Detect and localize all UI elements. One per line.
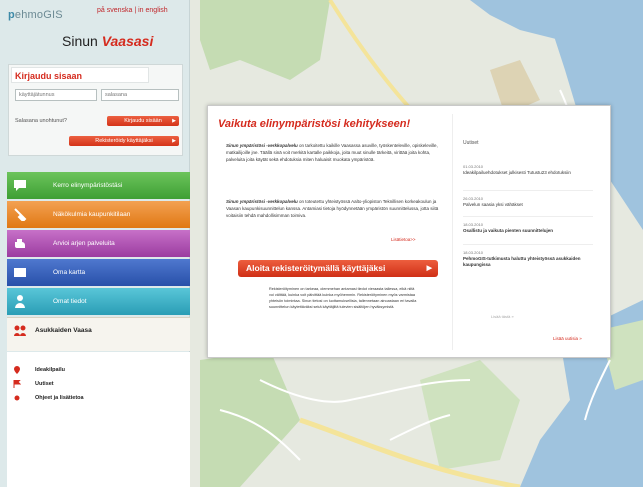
help-label: Ohjeet ja lisätietoa — [35, 395, 84, 401]
arrow-right-icon: ▶ — [172, 118, 176, 124]
idea-contest-link[interactable] — [7, 366, 190, 376]
news-scroll-hint[interactable]: Lisää tästä » — [491, 314, 514, 319]
map-icon — [13, 265, 27, 279]
login-button-label: Kirjaudu sisään — [124, 118, 162, 124]
registration-info: Rekisteröityminen on tarkeaa, olemmehan antamasi tiedot vieraasta tallessa, eikä niitä voi välttää, kuinka voit päivittää kuinka myöhemmin. Rekisteröityminen myös varmistaa yhteisön toimintaa. Sinun tietosi on luottamuksellisia, tallennetaan ainoastaan eri tavalla suunnittelun käytettäväksi sekä käyttäjiltä tulevien sisältöjen hyväksymistä. — [269, 287, 417, 309]
news-column — [452, 114, 604, 350]
menu-item-label: Arvioi arjen palveluita — [53, 240, 115, 247]
more-news-link[interactable]: Lisää uutisia » — [553, 336, 582, 341]
logo-text: ehmoGIS — [14, 9, 63, 21]
welcome-emph: Vaasasi — [101, 33, 154, 49]
speech-bubble-icon — [13, 178, 27, 192]
language-switch[interactable]: på svenska | in english — [97, 7, 168, 14]
intro-bold: Sinun ympäristösi -verkkopalvelu — [226, 143, 298, 148]
welcome-plain: Sinun — [62, 33, 102, 49]
news-divider — [463, 190, 593, 191]
news-item[interactable] — [463, 250, 601, 268]
lower-links — [7, 352, 190, 487]
login-title: Kirjaudu sisaan — [15, 71, 83, 81]
news-title: Osallistu ja vaikuta pienten suunnittelujen — [463, 228, 554, 233]
register-button-label: Rekisteröidy käyttäjäksi — [95, 138, 153, 144]
second-bold: Sinun ympäristösi -verkkopalvelu — [226, 199, 298, 204]
help-link[interactable] — [7, 394, 190, 404]
news-item[interactable] — [463, 164, 601, 176]
menu-item-my-info[interactable] — [7, 288, 190, 315]
read-more-link[interactable]: Lisätietoa>> — [391, 237, 416, 242]
arrow-right-icon: ▶ — [172, 138, 176, 144]
news-date: 18.03.2010 — [463, 250, 484, 255]
dot-icon — [13, 394, 21, 402]
news-title: Ideakilpailuehdotukset julkisesti Tutustu23 ehdotuksiin — [463, 170, 571, 175]
news-divider — [463, 216, 593, 217]
news-item[interactable] — [463, 222, 601, 234]
news-title: Palvelun saasia yksi vähäkset — [463, 202, 523, 207]
menu-item-rate-services[interactable] — [7, 230, 190, 257]
menu-item-my-map[interactable] — [7, 259, 190, 286]
flag-icon — [13, 380, 21, 388]
start-register-button[interactable] — [238, 260, 438, 277]
arrow-right-icon: ▶ — [426, 265, 432, 272]
menu-item-urban-views[interactable] — [7, 201, 190, 228]
news-label: Uutiset — [35, 381, 54, 387]
username-input[interactable]: käyttäjätunnus — [15, 89, 97, 101]
second-paragraph — [226, 198, 446, 219]
hand-icon — [13, 236, 27, 250]
password-input[interactable]: salasana — [101, 89, 179, 101]
start-register-label: Aloita rekisteröitymällä käyttäjäksi — [246, 263, 386, 273]
forgot-password-link[interactable]: Salasana unohtunut? — [15, 118, 67, 124]
logo[interactable] — [8, 9, 63, 21]
register-button[interactable] — [69, 136, 179, 146]
news-heading: Uutiset — [463, 140, 479, 146]
menu-item-label: Oma kartta — [53, 269, 86, 276]
news-date: 18.03.2010 — [463, 222, 484, 227]
sidebar — [0, 0, 190, 487]
news-link[interactable] — [7, 380, 190, 390]
panel-title: Vaikuta elinympäristösi kehitykseen! — [218, 118, 411, 130]
news-date: 01.03.2010 — [463, 164, 484, 169]
news-date: 26.03.2010 — [463, 196, 484, 201]
idea-contest-label: Ideakilpailu — [35, 367, 65, 373]
welcome-heading — [62, 33, 153, 49]
intro-paragraph — [226, 142, 446, 163]
residents-vaasa-label: Asukkaiden Vaasa — [35, 327, 92, 334]
news-divider — [463, 244, 593, 245]
news-title: PehmoGIS-tutkimusta haluttu yhteistyössä asukkaiden kaupungissa — [463, 256, 581, 267]
second-text: on toteutettu yhteistyössä Aalto-yliopiston Teknillisen korkeakoulun ja Vaasan kaupunkisuunnittelun kanssa. Antamiasi tietoja hyödynnetään ympäristön suunnittelussa, jotta siitä voitaisiin tehdä mahdollisimman toimiva. — [226, 199, 439, 218]
logo-prefix: p — [8, 9, 15, 21]
menu-item-describe-environment[interactable] — [7, 172, 190, 199]
news-item[interactable] — [463, 196, 601, 208]
people-icon — [13, 324, 27, 338]
menu-item-label: Kerro elinympäristöstäsi — [53, 182, 123, 189]
login-button[interactable] — [107, 116, 179, 126]
menu-item-label: Näkökulmia kaupunkitilaan — [53, 211, 131, 218]
person-icon — [13, 294, 27, 308]
login-box — [8, 64, 183, 156]
menu-item-label: Omat tiedot — [53, 298, 87, 305]
residents-vaasa-link[interactable] — [7, 317, 190, 351]
intro-text: on tarkoitettu kaikille Vaasassa asuville, työskenteleville, opiskeleville, matkailijoille jne. Täällä sinä voit merkitä kartalle paikkoja, joita muut sinulle tärkeitä, virittää joita kohta, palveluita joita käytät sekä ehdotuksia miten haluaisit muokata ympäristöä. — [226, 143, 438, 162]
welcome-panel — [207, 105, 611, 358]
pin-icon — [13, 366, 21, 374]
shovel-icon — [13, 207, 27, 221]
